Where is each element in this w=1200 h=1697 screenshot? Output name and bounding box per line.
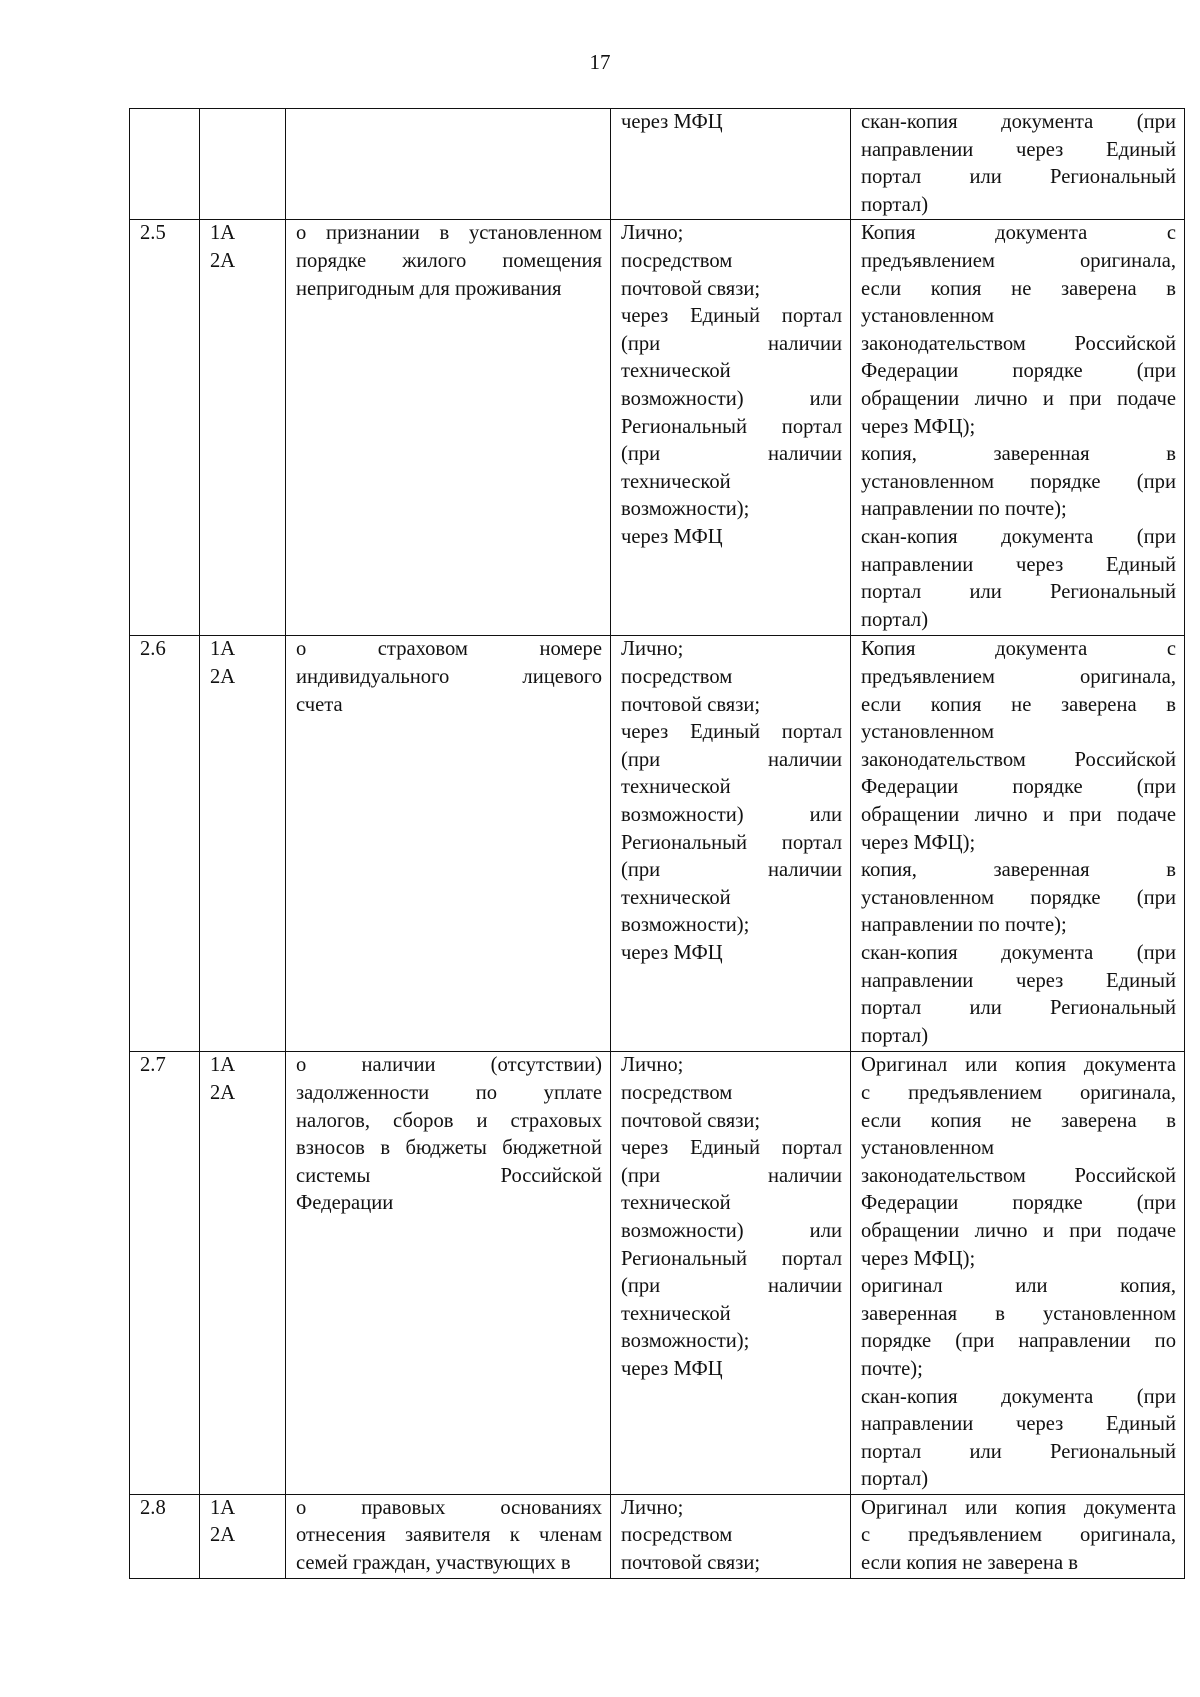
- submission-form: [851, 636, 1185, 1052]
- document-name: [286, 1052, 611, 1495]
- submission-form-line: портал или Региональный: [861, 581, 1176, 604]
- row-categories-line: 2А: [210, 249, 236, 272]
- submission-form: [851, 1052, 1185, 1495]
- row-categories-line: 2А: [210, 665, 236, 688]
- document-name-line: счета: [296, 693, 343, 716]
- submission-form-line: Копия документа с: [861, 222, 1176, 245]
- receive-method-line: через МФЦ: [621, 941, 723, 964]
- document-name-line: налогов, сборов и страховых: [296, 1109, 602, 1132]
- submission-form-line: портал): [861, 608, 929, 631]
- submission-form-line: порядке (при направлении по: [861, 1330, 1176, 1353]
- submission-form-line: предъявлением оригинала,: [861, 665, 1176, 688]
- submission-form-line: если копия не заверена в: [861, 1109, 1176, 1132]
- table-body: [130, 109, 1185, 1579]
- receive-method-line: технической: [621, 1192, 731, 1215]
- submission-form-line: установленном: [861, 721, 994, 744]
- document-name-line: отнесения заявителя к членам: [296, 1524, 602, 1547]
- table-row: [130, 1494, 1185, 1578]
- document-name: [286, 1494, 611, 1578]
- receive-method-line: (при наличии: [621, 1164, 842, 1187]
- receive-method-line: возможности);: [621, 1330, 750, 1353]
- table-row: [130, 109, 1185, 220]
- receive-method-line: через МФЦ: [621, 525, 723, 548]
- row-categories: [200, 1494, 286, 1578]
- submission-form-line: если копия не заверена в: [861, 277, 1176, 300]
- document-name-line: задолженности по уплате: [296, 1081, 602, 1104]
- submission-form-line: законодательством Российской: [861, 332, 1176, 355]
- submission-form-line: установленном: [861, 305, 994, 328]
- receive-method-line: посредством: [621, 665, 733, 688]
- submission-form-line: направлении по почте);: [861, 914, 1067, 937]
- submission-form-line: обращении лично и при подаче: [861, 387, 1176, 410]
- submission-form-line: установленном порядке (при: [861, 886, 1176, 909]
- receive-method-line: посредством: [621, 1524, 733, 1547]
- receive-method-line: Региональный портал: [621, 415, 842, 438]
- receive-method-line: (при наличии: [621, 859, 842, 882]
- receive-method-line: через МФЦ: [621, 1357, 723, 1380]
- submission-form-line: направлении через Единый: [861, 553, 1176, 576]
- submission-form-line: копия, заверенная в: [861, 859, 1176, 882]
- submission-form-line: Копия документа с: [861, 638, 1176, 661]
- receive-method-line: через МФЦ: [621, 111, 723, 133]
- submission-form-line: установленном: [861, 1137, 994, 1160]
- submission-form-line: законодательством Российской: [861, 748, 1176, 771]
- submission-form-line: портал или Региональный: [861, 997, 1176, 1020]
- receive-method-line: возможности);: [621, 914, 750, 937]
- receive-method-line: возможности) или: [621, 387, 842, 410]
- submission-form-line: направлении через Единый: [861, 1413, 1176, 1436]
- receive-method-line: Региональный портал: [621, 1247, 842, 1270]
- row-number: [130, 109, 200, 220]
- row-categories-line: 1А: [210, 1496, 236, 1519]
- receive-method: [611, 1052, 851, 1495]
- receive-method-line: (при наличии: [621, 443, 842, 466]
- receive-method-line: Лично;: [621, 638, 684, 661]
- submission-form-line: портал): [861, 1468, 929, 1491]
- document-name-line: системы Российской: [296, 1164, 602, 1187]
- submission-form-line: направлении по почте);: [861, 498, 1067, 521]
- submission-form-line: направлении через Единый: [861, 969, 1176, 992]
- row-categories-line: 2А: [210, 1081, 236, 1104]
- submission-form: [851, 1494, 1185, 1578]
- receive-method-line: возможности) или: [621, 803, 842, 826]
- submission-form-line: заверенная в установленном: [861, 1302, 1176, 1325]
- submission-form-line: портал или Региональный: [861, 166, 1176, 189]
- document-name: [286, 220, 611, 636]
- row-categories-line: 1А: [210, 638, 236, 661]
- row-number: [130, 220, 200, 636]
- receive-method: [611, 220, 851, 636]
- receive-method-line: посредством: [621, 249, 733, 272]
- submission-form-line: предъявлением оригинала,: [861, 249, 1176, 272]
- row-categories-line: 1А: [210, 1054, 236, 1077]
- receive-method-line: (при наличии: [621, 1275, 842, 1298]
- receive-method-line: почтовой связи;: [621, 1109, 761, 1132]
- submission-form-line: через МФЦ);: [861, 1247, 976, 1270]
- document-name: [286, 109, 611, 220]
- document-name-line: взносов в бюджеты бюджетной: [296, 1137, 602, 1160]
- receive-method-line: посредством: [621, 1081, 733, 1104]
- submission-form-line: если копия не заверена в: [861, 1552, 1078, 1575]
- receive-method-line: Лично;: [621, 1054, 684, 1077]
- receive-method: [611, 1494, 851, 1578]
- document-name-line: непригодным для проживания: [296, 277, 562, 300]
- submission-form-line: через МФЦ);: [861, 831, 976, 854]
- document-name-line: Федерации: [296, 1192, 394, 1215]
- receive-method-line: (при наличии: [621, 332, 842, 355]
- receive-method-line: возможности);: [621, 498, 750, 521]
- row-number-line: 2.5: [140, 222, 166, 245]
- submission-form-line: Оригинал или копия документа: [861, 1496, 1176, 1519]
- row-number: [130, 636, 200, 1052]
- row-categories-line: 2А: [210, 1524, 236, 1547]
- receive-method-line: почтовой связи;: [621, 693, 761, 716]
- submission-form-line: оригинал или копия,: [861, 1275, 1176, 1298]
- submission-form: [851, 109, 1185, 220]
- submission-form-line: с предъявлением оригинала,: [861, 1081, 1176, 1104]
- document-name-line: о правовых основаниях: [296, 1496, 602, 1519]
- document-name-line: порядке жилого помещения: [296, 249, 602, 272]
- submission-form: [851, 220, 1185, 636]
- submission-form-line: если копия не заверена в: [861, 693, 1176, 716]
- receive-method-line: технической: [621, 470, 731, 493]
- submission-form-line: почте);: [861, 1357, 923, 1380]
- receive-method-line: почтовой связи;: [621, 1552, 761, 1575]
- submission-form-line: скан-копия документа (при: [861, 525, 1176, 548]
- document-name-line: семей граждан, участвующих в: [296, 1552, 571, 1575]
- receive-method-line: технической: [621, 360, 731, 383]
- receive-method-line: технической: [621, 886, 731, 909]
- submission-form-line: портал): [861, 193, 929, 216]
- submission-form-line: обращении лично и при подаче: [861, 1219, 1176, 1242]
- submission-form-line: скан-копия документа (при: [861, 941, 1176, 964]
- table-row: [130, 220, 1185, 636]
- row-categories: [200, 636, 286, 1052]
- receive-method-line: технической: [621, 776, 731, 799]
- row-number-line: 2.6: [140, 638, 166, 661]
- page-number: 17: [589, 50, 611, 74]
- receive-method-line: (при наличии: [621, 748, 842, 771]
- receive-method-line: возможности) или: [621, 1219, 842, 1242]
- receive-method: [611, 636, 851, 1052]
- submission-form-line: Федерации порядке (при: [861, 1192, 1176, 1215]
- submission-form-line: скан-копия документа (при: [861, 1385, 1176, 1408]
- document-name-line: о признании в установленном: [296, 222, 602, 245]
- document-name-line: о страховом номере: [296, 638, 602, 661]
- document-name-line: индивидуального лицевого: [296, 665, 602, 688]
- submission-form-line: портал): [861, 1024, 929, 1047]
- receive-method-line: через Единый портал: [621, 1137, 842, 1160]
- submission-form-line: Оригинал или копия документа: [861, 1054, 1176, 1077]
- receive-method-line: Лично;: [621, 1496, 684, 1519]
- document-name-line: о наличии (отсутствии): [296, 1054, 602, 1077]
- document-name: [286, 636, 611, 1052]
- row-categories: [200, 109, 286, 220]
- table-row: [130, 636, 1185, 1052]
- receive-method-line: Региональный портал: [621, 831, 842, 854]
- submission-form-line: скан-копия документа (при: [861, 111, 1176, 133]
- row-categories: [200, 220, 286, 636]
- row-number-line: 2.7: [140, 1054, 166, 1077]
- submission-form-line: Федерации порядке (при: [861, 776, 1176, 799]
- row-number-line: 2.8: [140, 1496, 166, 1519]
- row-categories: [200, 1052, 286, 1495]
- row-number: [130, 1494, 200, 1578]
- receive-method-line: почтовой связи;: [621, 277, 761, 300]
- submission-form-line: законодательством Российской: [861, 1164, 1176, 1187]
- receive-method-line: Лично;: [621, 222, 684, 245]
- submission-form-line: с предъявлением оригинала,: [861, 1524, 1176, 1547]
- receive-method: [611, 109, 851, 220]
- documents-table: [129, 108, 1185, 1579]
- receive-method-line: через Единый портал: [621, 305, 842, 328]
- row-categories-line: 1А: [210, 222, 236, 245]
- receive-method-line: технической: [621, 1302, 731, 1325]
- row-number: [130, 1052, 200, 1495]
- submission-form-line: установленном порядке (при: [861, 470, 1176, 493]
- submission-form-line: копия, заверенная в: [861, 443, 1176, 466]
- submission-form-line: через МФЦ);: [861, 415, 976, 438]
- submission-form-line: направлении через Единый: [861, 138, 1176, 161]
- receive-method-line: через Единый портал: [621, 721, 842, 744]
- table-row: [130, 1052, 1185, 1495]
- submission-form-line: Федерации порядке (при: [861, 360, 1176, 383]
- submission-form-line: портал или Региональный: [861, 1440, 1176, 1463]
- submission-form-line: обращении лично и при подаче: [861, 803, 1176, 826]
